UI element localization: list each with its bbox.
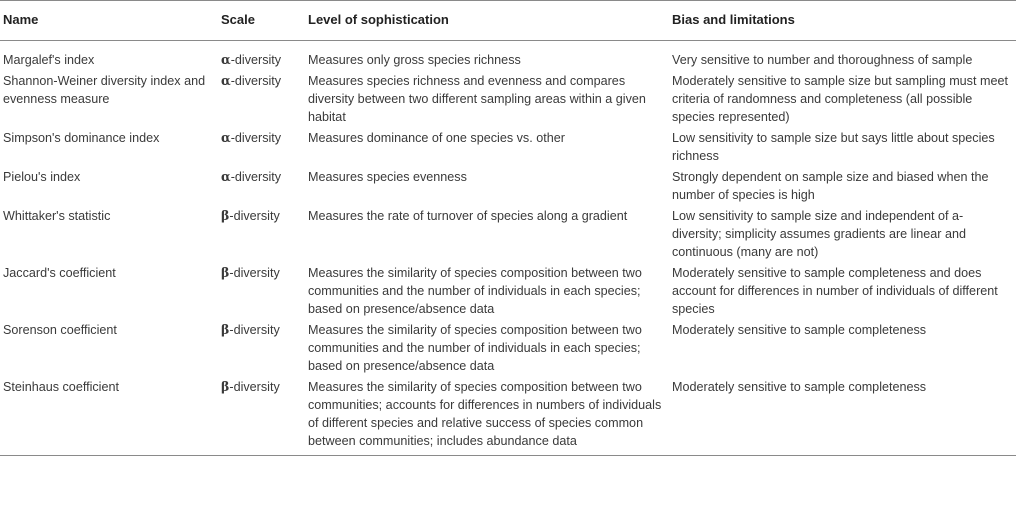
header-name: Name [0,1,218,41]
cell-level: Measures the similarity of species composition between two communities; accounts for differences in numbers of individuals of different species and relative success of species common between communities; includes abundance data [305,376,669,456]
cell-bias: Moderately sensitive to sample completeness and does account for differences in number of individuals of different species [672,266,998,316]
cell-level: Measures the similarity of species composition between two communities and the number of individuals in each species; based on presence/absence data [308,266,642,316]
scale-symbol: α [221,73,231,88]
table-row [0,166,1016,205]
table-row [0,41,1016,71]
cell-bias: Very sensitive to number and thoroughness of sample [672,53,973,67]
scale-symbol: α [221,52,231,67]
cell-bias: Low sensitivity to sample size but says little about species richness [672,131,995,163]
scale-suffix: -diversity [229,380,280,394]
cell-bias: Moderately sensitive to sample completeness [672,323,927,337]
header-scale: Scale [218,1,305,41]
header-level: Level of sophistication [305,1,669,41]
scale-symbol: α [221,130,231,145]
cell-level: Measures the similarity of species composition between two communities and the number of individuals in each species; based on presence/absence data [308,323,642,373]
table-row [0,70,1016,127]
cell-scale [218,41,305,71]
cell-scale [218,70,305,127]
scale-suffix: -diversity [229,266,280,280]
cell-bias: Moderately sensitive to sample completeness [669,376,1016,456]
header-bias: Bias and limitations [669,1,1016,41]
cell-scale [218,166,305,205]
table-row [0,319,1016,376]
scale-symbol: β [221,208,230,223]
cell-name: Whittaker's statistic [3,209,111,223]
table-row [0,127,1016,166]
scale-symbol: β [221,265,230,280]
cell-name: Simpson's dominance index [3,131,160,145]
table-row [0,205,1016,262]
scale-suffix: -diversity [230,53,282,67]
cell-scale [218,376,305,456]
cell-name: Shannon-Weiner diversity index and evenness measure [3,74,206,106]
scale-symbol: β [221,379,230,394]
scale-suffix: -diversity [230,170,282,184]
cell-level: Measures species evenness [308,170,467,184]
cell-scale [218,127,305,166]
cell-bias: Strongly dependent on sample size and biased when the number of species is high [672,170,989,202]
cell-name: Steinhaus coefficient [0,376,218,456]
cell-scale [218,205,305,262]
scale-symbol: α [221,169,231,184]
scale-suffix: -diversity [230,74,282,88]
cell-level: Measures only gross species richness [308,53,521,67]
cell-level: Measures species richness and evenness and compares diversity between two different sampling areas within a given habitat [308,74,646,124]
scale-suffix: -diversity [230,131,282,145]
scale-suffix: -diversity [229,209,280,223]
table-row [0,262,1016,319]
scale-symbol: β [221,322,230,337]
cell-name: Jaccard's coefficient [3,266,116,280]
cell-bias: Low sensitivity to sample size and independent of a-diversity; simplicity assumes gradients are linear and continuous (many are not) [672,209,966,259]
table-row [0,376,1016,456]
cell-level: Measures the rate of turnover of species along a gradient [308,209,628,223]
cell-level: Measures dominance of one species vs. other [308,131,565,145]
header-row [0,1,1016,41]
cell-name: Margalef's index [3,53,95,67]
cell-name: Pielou's index [3,170,81,184]
cell-scale [218,262,305,319]
cell-bias: Moderately sensitive to sample size but sampling must meet criteria of randomness and completeness (all possible species represented) [672,74,1008,124]
scale-suffix: -diversity [229,323,280,337]
cell-name: Sorenson coefficient [3,323,117,337]
cell-scale [218,319,305,376]
